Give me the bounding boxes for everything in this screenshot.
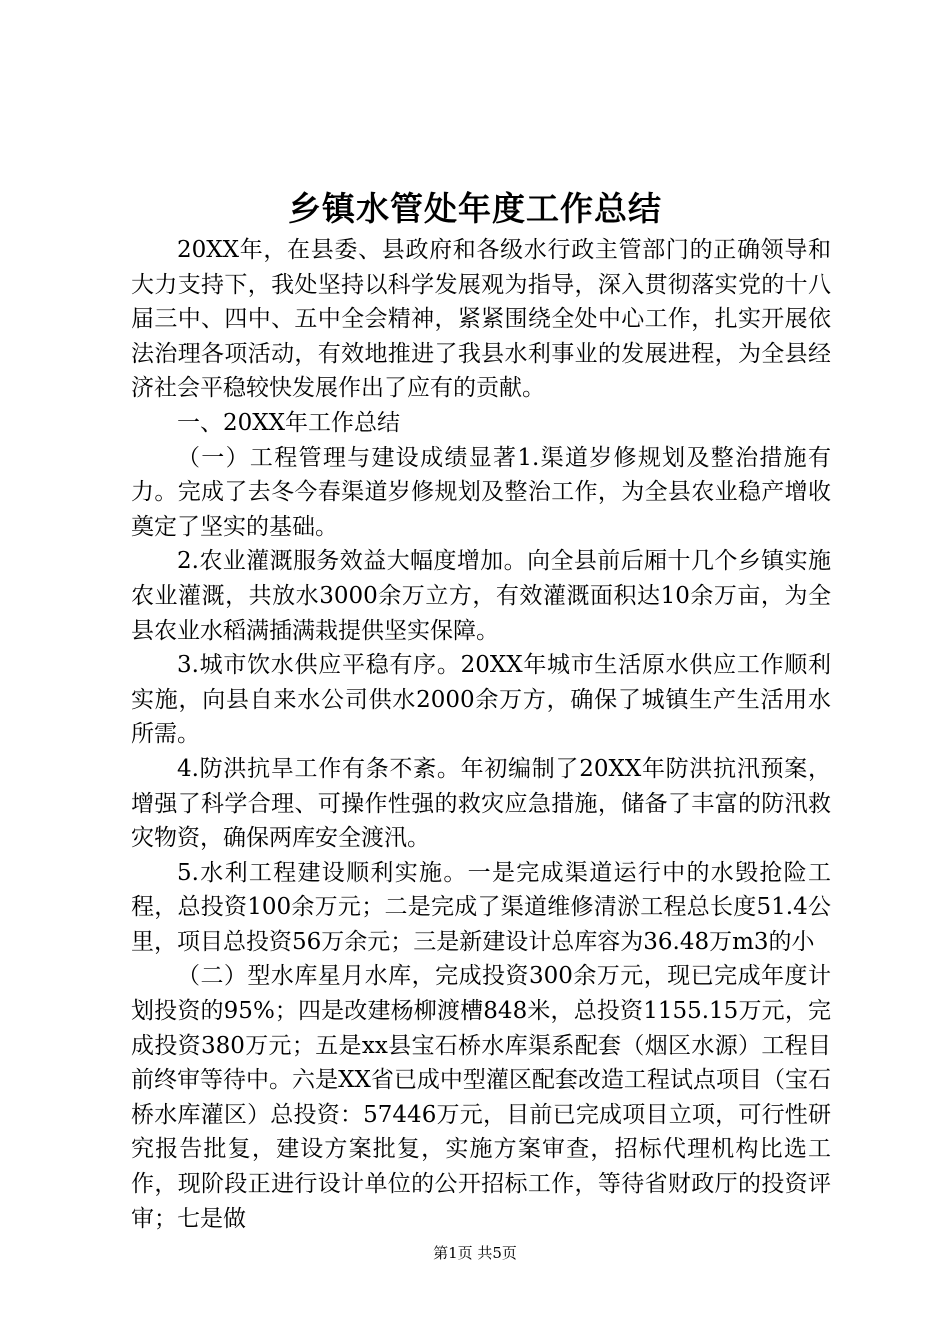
paragraph-item-4: 4.防洪抗旱工作有条不紊。年初编制了20XX年防洪抗汛预案，增强了科学合理、可操作性强的救灾应急措施，储备了丰富的防汛救灾物资，确保两库安全渡汛。 <box>131 755 831 852</box>
paragraph-item-3: 3.城市饮水供应平稳有序。20XX年城市生活原水供应工作顺利实施，向县自来水公司供水2000余万方，确保了城镇生产生活用水所需。 <box>131 652 831 748</box>
document-title: 乡镇水管处年度工作总结 <box>288 189 662 228</box>
paragraph-item-2: 2.农业灌溉服务效益大幅度增加。向全县前后厢十几个乡镇实施农业灌溉，共放水3000余万立方，有效灌溉面积达10余万亩，为全县农业水稻满插满栽提供坚实保障。 <box>131 548 831 644</box>
paragraph-item-6: （二）型水库星月水库，完成投资300余万元，现已完成年度计划投资的95%；四是改建杨柳渡槽848米，总投资1155.15万元，完成投资380万元；五是xx县宝石桥水库渠系配套（烟区水源）工程目前终审等待中。六是XX省已成中型灌区配套改造工程试点项目（宝石桥水库灌区）总投资：57446万元，目前已完成项目立项，可行性研究报告批复，建设方案批复，实施方案审查，招标代理机构比选工作，现阶段正进行设计单位的公开招标工作，等待省财政厅的投资评审；七是做 <box>131 963 831 1232</box>
document-body <box>131 233 831 1236</box>
paragraph-item-1: （一）工程管理与建设成绩显著1.渠道岁修规划及整治措施有力。完成了去冬今春渠道岁修规划及整治工作，为全县农业稳产增收奠定了坚实的基础。 <box>131 444 831 540</box>
paragraph-item-5: 5.水利工程建设顺利实施。一是完成渠道运行中的水毁抢险工程，总投资100余万元；二是完成了渠道维修清淤工程总长度51.4公里，项目总投资56万余元；三是新建设计总库容为36.48万m3的小 <box>131 859 831 955</box>
section-heading: 一、20XX年工作总结 <box>177 409 401 436</box>
page-number-footer: 第1页 共5页 <box>433 1244 517 1262</box>
paragraph-intro: 20XX年，在县委、县政府和各级水行政主管部门的正确领导和大力支持下，我处坚持以科学发展观为指导，深入贯彻落实党的十八届三中、四中、五中全会精神，紧紧围绕全处中心工作，扎实开展依法治理各项活动，有效地推进了我县水利事业的发展进程，为全县经济社会平稳较快发展作出了应有的贡献。 <box>131 237 831 402</box>
